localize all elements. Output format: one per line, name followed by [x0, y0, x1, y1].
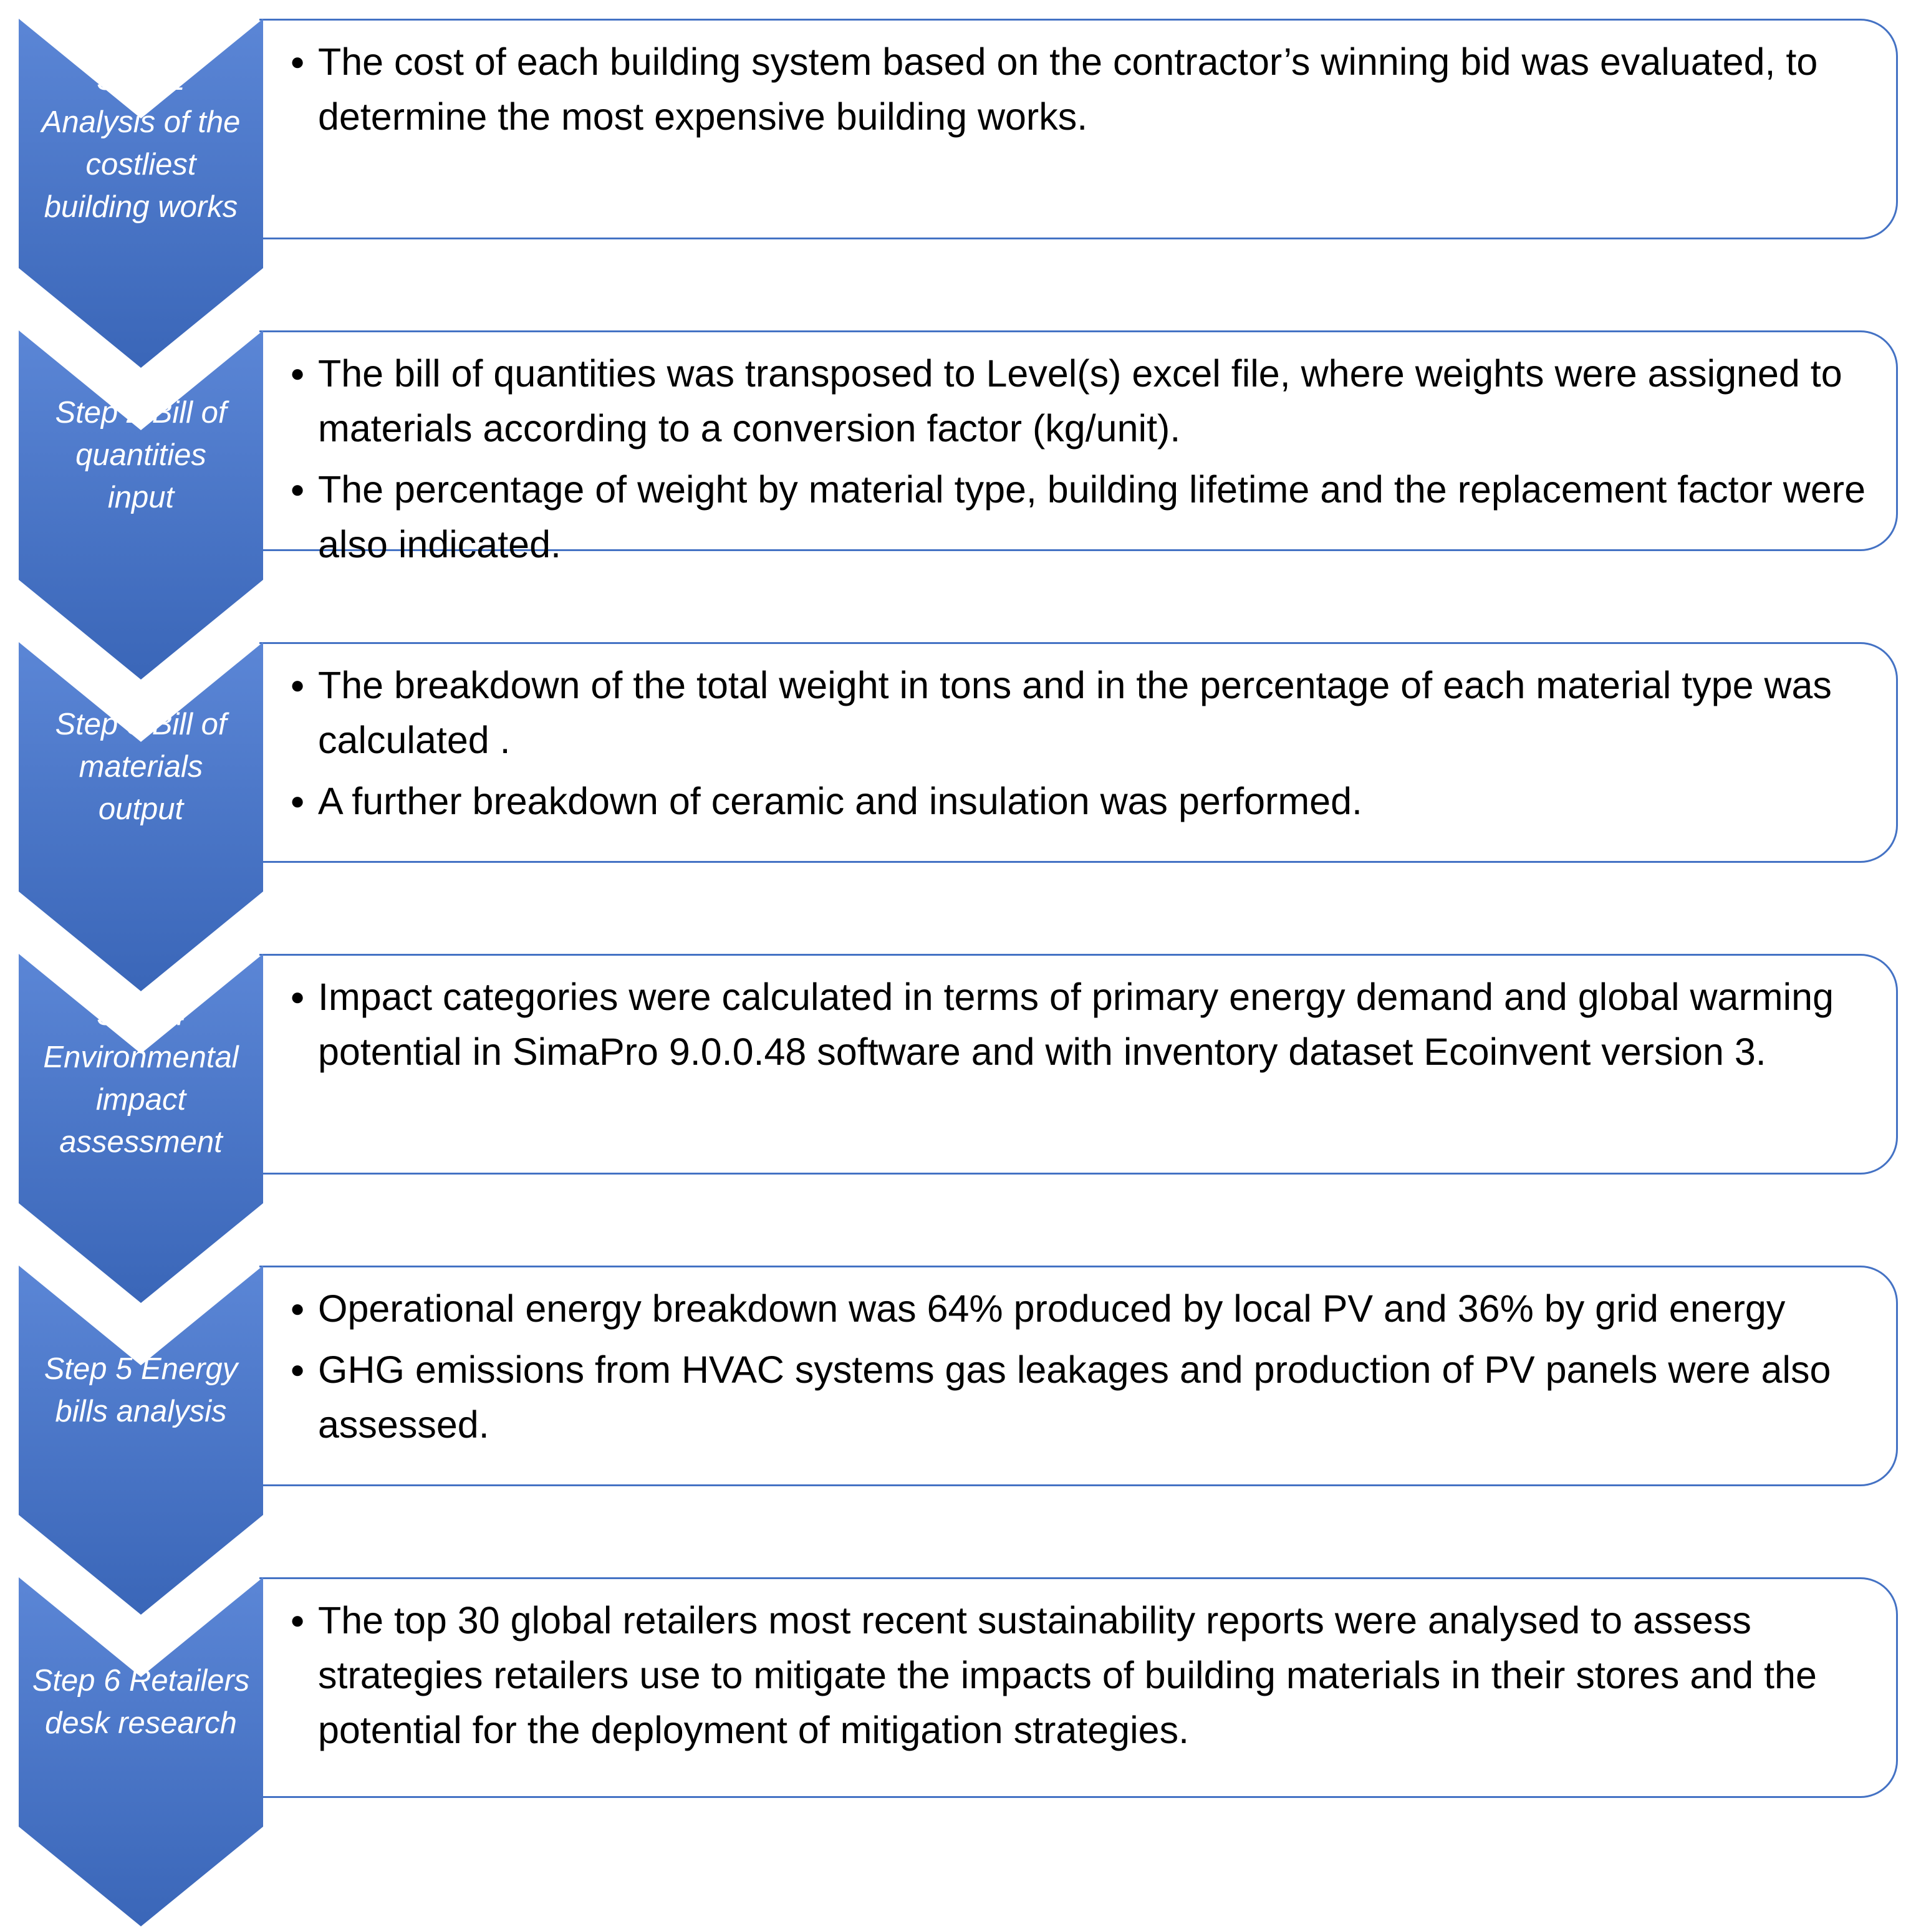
bullet-text: The top 30 global retailers most recent sustainability reports were analysed to assess strategies retailers use to mitigate the impacts of building materials in their stores and the potential for the deployment of mitigation strategies.	[318, 1599, 1817, 1751]
step-6-bullet-1	[287, 1593, 1884, 1757]
step-3-bullet-1	[287, 658, 1884, 767]
step-2-bullet-1	[287, 346, 1884, 456]
bullet-icon: ●	[290, 48, 306, 75]
bullet-icon: ●	[290, 1356, 306, 1383]
step-6-label: Step 6 Retailers desk research	[32, 1664, 250, 1740]
step-3-description-panel	[259, 642, 1898, 863]
step-2-description-panel	[259, 330, 1898, 565]
bullet-text: Operational energy breakdown was 64% produced by local PV and 36% by grid energy	[318, 1287, 1786, 1330]
step-3-label: Step 3 Bill of materials output	[55, 708, 227, 826]
bullet-icon: ●	[290, 360, 306, 387]
bullet-text: The cost of each building system based on the contractor’s winning bid was evaluated, to determine the most expensive building works.	[318, 41, 1818, 138]
bullet-text: GHG emissions from HVAC systems gas leakages and production of PV panels were also assessed.	[318, 1348, 1831, 1446]
bullet-icon: ●	[290, 1607, 306, 1634]
step-5-description-panel	[259, 1266, 1898, 1486]
bullet-icon: ●	[290, 1295, 306, 1322]
step-4-label: Step 4 Environmental impact assessment	[43, 998, 239, 1159]
bullet-text: A further breakdown of ceramic and insulation was performed.	[318, 780, 1362, 822]
step-2-label: Step 2 Bill of quantities input	[55, 396, 227, 514]
step-4-bullet-1	[287, 969, 1884, 1079]
bullet-icon: ●	[290, 787, 306, 815]
bullet-icon: ●	[290, 476, 306, 503]
bullet-icon: ●	[290, 671, 306, 699]
bullet-text: Impact categories were calculated in terms of primary energy demand and global warming potential in SimaPro 9.0.0.48 software and with inventory dataset Ecoinvent version 3.	[318, 976, 1834, 1073]
bullet-text: The breakdown of the total weight in tons and in the percentage of each material type was calculated .	[318, 664, 1832, 761]
step-5-bullet-1	[287, 1281, 1884, 1336]
bullet-text: The percentage of weight by material type, building lifetime and the replacement factor were also indicated.	[318, 468, 1866, 565]
step-3-bullet-2	[287, 774, 1884, 829]
step-1-label: Step 1 Analysis of the costliest building works	[41, 63, 241, 224]
bullet-text: The bill of quantities was transposed to Level(s) excel file, where weights were assigned to materials according to a conversion factor (kg/unit).	[318, 352, 1842, 449]
step-5-label: Step 5 Energy bills analysis	[44, 1352, 238, 1428]
step-1-bullet-1	[287, 34, 1884, 144]
step-5-bullet-2	[287, 1342, 1884, 1452]
step-6-description-panel	[259, 1577, 1898, 1798]
step-4-description-panel	[259, 954, 1898, 1175]
step-1-description-panel	[259, 19, 1898, 239]
bullet-icon: ●	[290, 983, 306, 1011]
step-2-bullet-2	[287, 462, 1884, 572]
